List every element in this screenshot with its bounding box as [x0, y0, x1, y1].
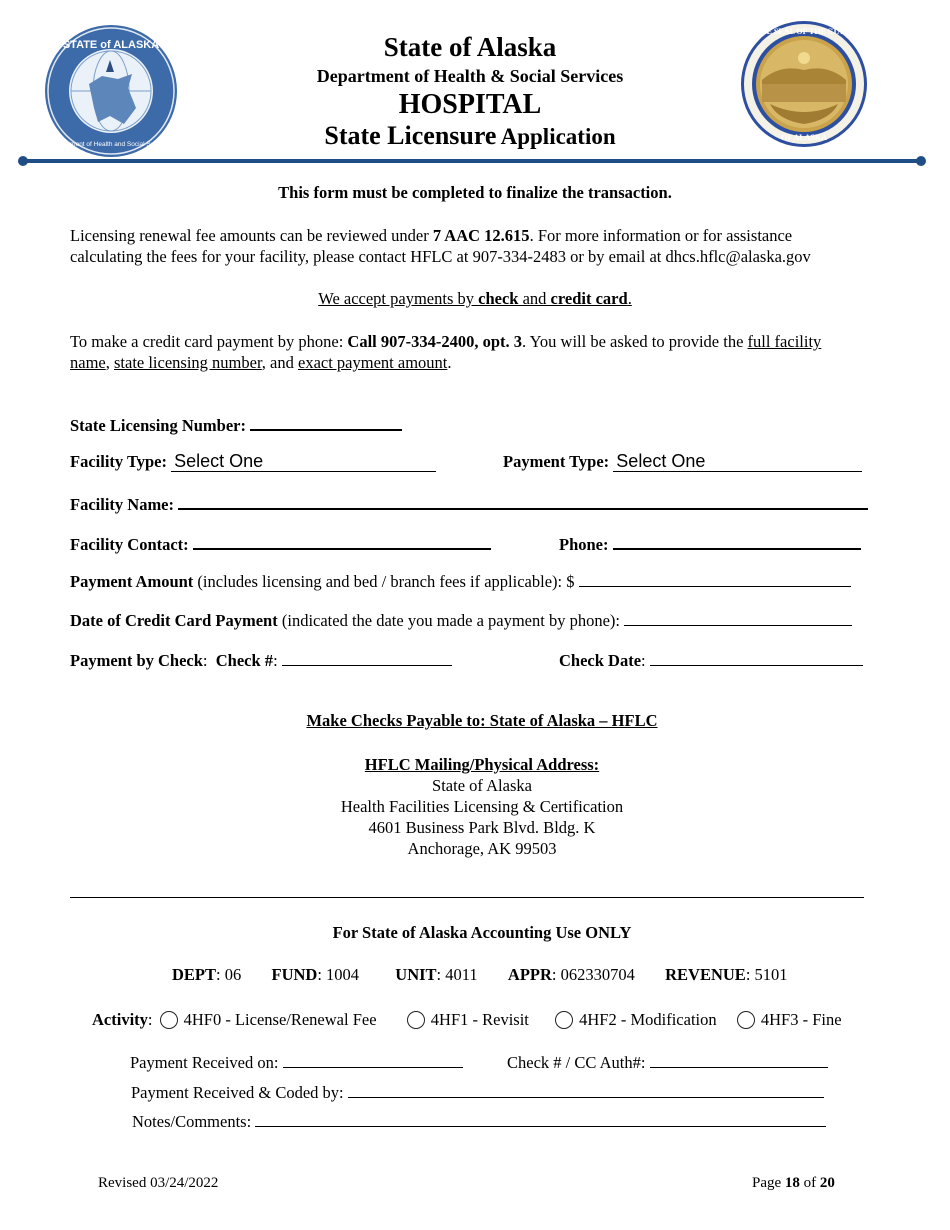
state-of-alaska-dhss-seal-icon: [44, 24, 178, 158]
phone-req-facility-b: name: [70, 353, 106, 372]
phone-text-1: To make a credit card payment by phone:: [70, 332, 348, 351]
page-current: 18: [784, 1175, 800, 1191]
facility-contact-row: [70, 534, 491, 555]
fee-regulation: 7 AAC 12.615: [432, 226, 530, 245]
check-number-label: Check #: [215, 651, 274, 670]
activity-option-4hf3: 4HF3 - Fine: [760, 1010, 842, 1029]
check-payment-row: [70, 651, 452, 671]
coded-by-field[interactable]: [348, 1083, 824, 1098]
seal-of-alaska-icon: [740, 20, 868, 148]
dept-label: DEPT: [172, 965, 217, 984]
by-check-label: Payment by Check: [70, 651, 203, 670]
payment-amount-field[interactable]: [579, 572, 851, 587]
page-total: 20: [819, 1175, 835, 1191]
phone-field[interactable]: [613, 534, 861, 550]
address-heading: HFLC Mailing/Physical Address:: [364, 755, 600, 774]
facility-name-row: [70, 494, 868, 515]
department-title: Department of Health & Social Services: [316, 66, 624, 86]
activity-radio-4hf0[interactable]: [160, 1011, 178, 1029]
check-auth-row: [507, 1053, 828, 1073]
phone-req-facility-a: full facility: [747, 332, 822, 351]
fee-text-3: calculating the fees for your facility, please contact HFLC at 907-334-2483 or by email at dhcs.hflc@alaska.gov: [70, 247, 811, 266]
check-date-field[interactable]: [650, 651, 863, 666]
activity-row: [92, 1010, 842, 1030]
activity-colon: :: [147, 1010, 153, 1029]
fee-text-2: . For more information or for assistance: [529, 226, 793, 245]
check-auth-label: Check # / CC Auth#:: [507, 1053, 646, 1072]
accepted-payments: [0, 289, 950, 309]
svg-text:OF ALASKA: OF ALASKA: [781, 133, 827, 142]
facility-type-select[interactable]: Select One: [171, 452, 436, 472]
phone-sep-2: , and: [261, 353, 298, 372]
license-number-row: [70, 415, 402, 436]
facility-contact-field[interactable]: [193, 534, 491, 550]
cc-date-label: Date of Credit Card Payment: [70, 611, 278, 630]
check-auth-field[interactable]: [650, 1053, 828, 1068]
coded-by-row: [131, 1083, 824, 1103]
check-date-row: [559, 651, 863, 671]
phone-req-license: state licensing number: [113, 353, 262, 372]
mailing-address-block: [0, 754, 950, 859]
phone-call-number: Call 907-334-2400, opt. 3: [347, 332, 523, 351]
facility-type-row: [70, 452, 436, 472]
activity-radio-4hf3[interactable]: [737, 1011, 755, 1029]
accounting-heading: For State of Alaska Accounting Use ONLY: [332, 923, 632, 942]
cc-date-row: [70, 611, 852, 631]
payment-amount-note: (includes licensing and bed / branch fees if applicable): $: [193, 572, 575, 591]
accept-text: We accept payments by: [318, 289, 479, 308]
cc-date-note: (indicated the date you made a payment by phone):: [277, 611, 620, 630]
accept-check: check: [478, 289, 519, 308]
activity-option-4hf1: 4HF1 - Revisit: [430, 1010, 529, 1029]
form-title-main: State Licensure: [324, 121, 497, 150]
license-number-field[interactable]: [250, 415, 402, 431]
activity-option-4hf2: 4HF2 - Modification: [579, 1010, 717, 1029]
notes-row: [132, 1112, 826, 1132]
facility-name-field[interactable]: [178, 494, 868, 510]
notes-label: Notes/Comments:: [132, 1112, 252, 1131]
page-word: Page: [752, 1175, 785, 1191]
revision-date: Revised 03/24/2022: [98, 1175, 219, 1191]
appr-value: : 062330704: [551, 965, 635, 984]
svg-text:Department of Health and Socia: Department of Health and Social Services: [50, 141, 172, 148]
check-date-label: Check Date: [559, 651, 642, 670]
header-rule-left-dot: [18, 156, 28, 166]
received-on-label: Payment Received on:: [130, 1053, 279, 1072]
by-check-colon: :: [202, 651, 208, 670]
payment-type-row: [503, 452, 862, 472]
form-title-suffix: Application: [500, 124, 616, 149]
accept-credit-card: credit card: [550, 289, 628, 308]
received-on-row: [130, 1053, 463, 1073]
completion-notice: This form must be completed to finalize the transaction.: [278, 183, 672, 202]
phone-text-2: . You will be asked to provide the: [522, 332, 748, 351]
phone-sep-1: ,: [105, 353, 114, 372]
fund-label: FUND: [271, 965, 318, 984]
state-title: State of Alaska: [383, 32, 557, 62]
fee-paragraph: [70, 225, 890, 267]
activity-label: Activity: [92, 1010, 148, 1029]
facility-title: HOSPITAL: [398, 89, 542, 120]
revenue-value: : 5101: [745, 965, 788, 984]
payment-type-label: Payment Type:: [503, 452, 610, 471]
dept-value: : 06: [216, 965, 242, 984]
appr-label: APPR: [507, 965, 552, 984]
svg-text:THE SEAL OF THE STATE: THE SEAL OF THE STATE: [755, 27, 853, 36]
phone-end: .: [447, 353, 452, 372]
check-number-field[interactable]: [282, 651, 452, 666]
phone-payment-paragraph: [70, 331, 890, 373]
phone-req-amount: exact payment amount: [298, 353, 448, 372]
activity-option-4hf0: 4HF0 - License/Renewal Fee: [183, 1010, 377, 1029]
form-title: [270, 123, 670, 149]
address-line-3: 4601 Business Park Blvd. Bldg. K: [368, 818, 596, 837]
address-line-1: State of Alaska: [432, 776, 532, 795]
fee-text-1: Licensing renewal fee amounts can be reviewed under: [70, 226, 433, 245]
svg-text:STATE of ALASKA: STATE of ALASKA: [62, 39, 160, 51]
phone-row: [559, 534, 861, 555]
accept-end: .: [627, 289, 632, 308]
header-rule-right-dot: [916, 156, 926, 166]
page-number: [752, 1175, 835, 1192]
header-rule: [22, 159, 922, 163]
checks-payable-text: Make Checks Payable to: State of Alaska – HFLC: [306, 711, 658, 730]
address-line-2: Health Facilities Licensing & Certification: [340, 797, 624, 816]
address-line-4: Anchorage, AK 99503: [407, 839, 557, 858]
payment-amount-row: [70, 572, 851, 592]
activity-radio-4hf2[interactable]: [555, 1011, 573, 1029]
received-on-field[interactable]: [283, 1053, 463, 1068]
license-number-label: State Licensing Number:: [70, 416, 246, 435]
check-date-colon: :: [641, 651, 646, 670]
unit-value: : 4011: [436, 965, 478, 984]
notes-field[interactable]: [255, 1112, 826, 1127]
accounting-codes: [172, 965, 788, 985]
cc-date-field[interactable]: [624, 611, 852, 626]
facility-name-label: Facility Name:: [70, 495, 175, 514]
revenue-label: REVENUE: [665, 965, 746, 984]
unit-label: UNIT: [395, 965, 437, 984]
activity-radio-4hf1[interactable]: [407, 1011, 425, 1029]
accept-and: and: [518, 289, 551, 308]
facility-contact-label: Facility Contact:: [70, 535, 189, 554]
section-divider: [70, 897, 864, 898]
facility-type-label: Facility Type:: [70, 452, 168, 471]
coded-by-label: Payment Received & Coded by:: [131, 1083, 344, 1102]
checks-payable: [0, 711, 950, 731]
phone-label: Phone:: [559, 535, 609, 554]
payment-amount-label: Payment Amount: [70, 572, 194, 591]
fund-value: : 1004: [317, 965, 360, 984]
payment-type-select[interactable]: Select One: [613, 452, 862, 472]
page-of: of: [799, 1175, 820, 1191]
check-number-colon: :: [273, 651, 278, 670]
